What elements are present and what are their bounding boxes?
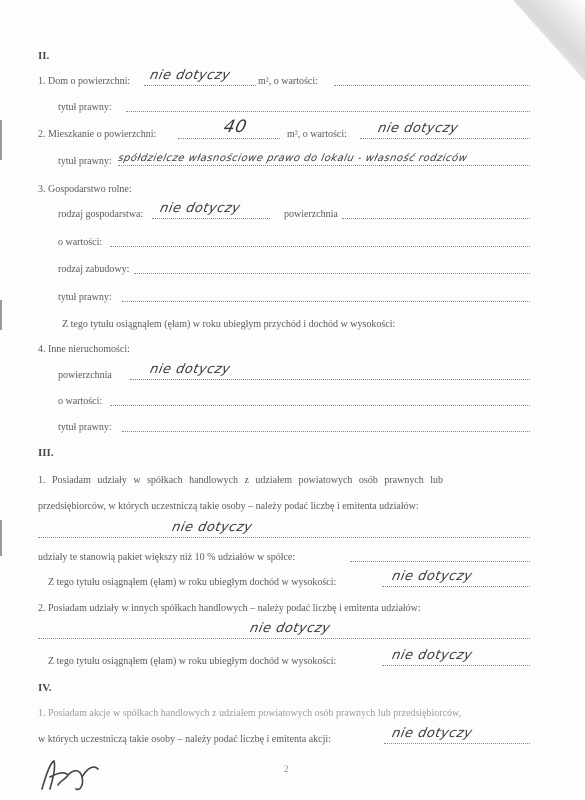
- iii-p2-answer-field: [38, 638, 530, 639]
- other-property-line: [0, 343, 585, 357]
- other-value-line: [0, 395, 585, 409]
- farm-value-label: o wartości:: [58, 237, 103, 248]
- section-heading-iv: IV.: [38, 682, 52, 694]
- other-title-line: [0, 421, 585, 435]
- iii-p1-package-label: udziały te stanowią pakiet większy niż 10 % udziałów w spółce:: [38, 552, 296, 563]
- other-area-label: powierzchnia: [58, 370, 112, 381]
- iii-p1-text-2: przedsiębiorców, w których uczestniczą takie osoby – należy podać liczbę i emitenta udziałów:: [38, 501, 419, 512]
- iii-p2-income-field: [382, 665, 530, 666]
- iii-p1-package-field: [350, 561, 530, 562]
- other-area-field: [130, 379, 530, 380]
- flat-title-handwriting: spółdzielcze własnościowe prawo do lokalu - własność rodziców: [116, 153, 469, 164]
- farm-title-line: [0, 291, 585, 305]
- iii-p1-text-1: 1. Posiadam udziały w spółkach handlowych z udziałem powiatowych osób prawnych lub: [38, 475, 444, 486]
- signature: [36, 755, 106, 795]
- farm-area-field: [342, 218, 530, 219]
- iv-p1-text-2: w których uczestniczą takie osoby – należy podać liczbę i emitenta akcji:: [38, 734, 331, 745]
- iv-p1-line1: [0, 707, 585, 721]
- farm-title-label: tytuł prawny:: [58, 292, 112, 303]
- iii-p2-income-handwriting: nie dotyczy: [390, 648, 474, 663]
- iii-p2-answer-handwriting: nie dotyczy: [248, 621, 332, 636]
- house-area-field: [144, 85, 256, 86]
- iii-p2-income-line: [0, 648, 585, 669]
- other-area-handwriting: nie dotyczy: [148, 362, 232, 377]
- farm-title-field: [122, 301, 530, 302]
- iv-p1-line2: [0, 726, 585, 747]
- flat-area-field: [178, 138, 280, 139]
- other-property-label: 4. Inne nieruchomości:: [38, 344, 130, 355]
- other-value-label: o wartości:: [58, 396, 103, 407]
- house-line: [0, 68, 585, 89]
- house-value-label: m², o wartości:: [258, 76, 318, 87]
- other-title-label: tytuł prawny:: [58, 422, 112, 433]
- farm-type-line: [0, 201, 585, 222]
- other-value-field: [110, 405, 530, 406]
- house-title-label: tytuł prawny:: [58, 102, 112, 113]
- iv-p1-text-1: 1. Posiadam akcje w spółkach handlowych z udziałem powiatowych osób prawnych lub przedsiębiorców,: [38, 708, 462, 719]
- iii-p1-income-handwriting: nie dotyczy: [390, 569, 474, 584]
- iii-p1-answer-line: [0, 520, 585, 541]
- farm-value-line: [0, 236, 585, 250]
- iv-p1-answer-field: [384, 743, 530, 744]
- other-title-field: [122, 431, 530, 432]
- flat-title-label: tytuł prawny:: [58, 156, 112, 167]
- iii-p1-line2: [0, 500, 585, 514]
- iii-p2-text: 2. Posiadam udziały w innych spółkach handlowych – należy podać liczbę i emitenta udziałów:: [38, 603, 421, 614]
- farm-type-handwriting: nie dotyczy: [158, 201, 242, 216]
- iii-p1-income-label: Z tego tytułu osiągnąłem (ęłam) w roku ubiegłym dochód w wysokości:: [48, 577, 337, 588]
- page-number: 2: [284, 764, 289, 774]
- section-heading-ii: II.: [38, 50, 50, 62]
- iii-p1-income-field: [382, 586, 530, 587]
- iii-p1-package-line: [0, 551, 585, 565]
- section-heading-iii: III.: [38, 447, 54, 459]
- flat-title-line: [0, 155, 585, 169]
- iii-p2-income-label: Z tego tytułu osiągnąłem (ęłam) w roku ubiegłym dochód w wysokości:: [48, 656, 337, 667]
- other-area-line: [0, 362, 585, 383]
- flat-line: [0, 117, 585, 142]
- farm-buildings-line: [0, 263, 585, 277]
- iv-p1-answer-handwriting: nie dotyczy: [390, 726, 474, 741]
- house-label: 1. Dom o powierzchni:: [38, 76, 131, 87]
- farm-buildings-label: rodzaj zabudowy:: [58, 264, 130, 275]
- house-value-field: [334, 85, 530, 86]
- farm-type-label: rodzaj gospodarstwa:: [58, 209, 144, 220]
- flat-value-field: [360, 138, 530, 139]
- iii-p1-income-line: [0, 569, 585, 590]
- farm-income-line: [0, 318, 585, 332]
- flat-label: 2. Mieszkanie o powierzchni:: [38, 129, 157, 140]
- house-area-handwriting: nie dotyczy: [148, 68, 232, 83]
- flat-value-handwriting: nie dotyczy: [376, 121, 460, 136]
- farm-label: 3. Gospodarstwo rolne:: [38, 184, 132, 195]
- house-title-line: [0, 101, 585, 115]
- house-title-field: [126, 111, 530, 112]
- iii-p2-line: [0, 602, 585, 616]
- flat-value-label: m², o wartości:: [287, 129, 347, 140]
- farm-value-field: [110, 246, 530, 247]
- iii-p1-line1: [0, 474, 585, 488]
- farm-type-field: [152, 218, 270, 219]
- farm-buildings-field: [134, 273, 530, 274]
- iii-p1-answer-field: [38, 537, 530, 538]
- farm-income-label: Z tego tytułu osiągnąłem (ęłam) w roku ubiegłym przychód i dochód w wysokości:: [62, 319, 396, 330]
- iii-p1-answer-handwriting: nie dotyczy: [170, 520, 254, 535]
- flat-area-handwriting: 40: [221, 117, 249, 137]
- farm-heading-line: [0, 183, 585, 197]
- farm-area-label: powierzchnia: [284, 209, 338, 220]
- iii-p2-answer-line: [0, 621, 585, 642]
